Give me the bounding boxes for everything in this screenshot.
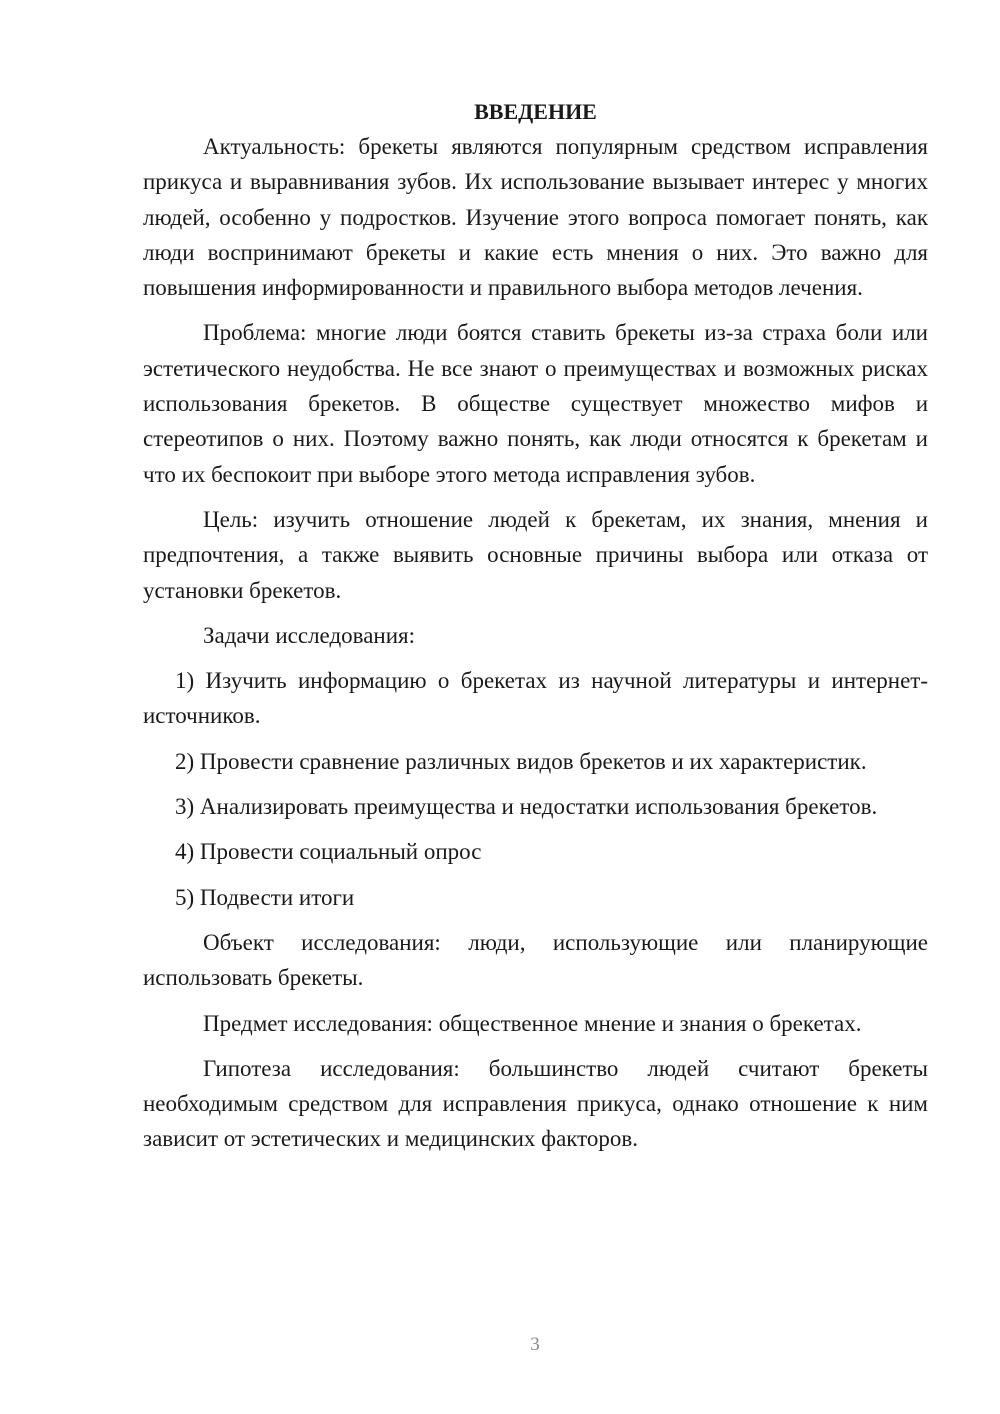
tasks-heading: Задачи исследования:	[203, 622, 416, 648]
paragraph-object: Объект исследования: люди, использующие или планирующие использовать брекеты.	[143, 929, 928, 991]
task-item: 3) Анализировать преимущества и недостатки использования брекетов.	[175, 794, 878, 820]
page-title: ВВЕДЕНИЕ	[474, 99, 597, 124]
paragraph-relevance: Актуальность: брекеты являются популярным средством исправления прикуса и выравнивания зубов. Их использование вызывает интерес у многих людей, особенно у подростков. Изучение этого вопроса помогает понять, как люди воспринимают брекеты и какие есть мнения о них. Это важно для повышения информированности и правильного выбора методов лечения.	[143, 134, 928, 301]
page-number: 3	[530, 1334, 540, 1355]
task-item: 1) Изучить информацию о брекетах из научной литературы и интернет-источников.	[143, 668, 928, 729]
task-item: 5) Подвести итоги	[175, 884, 355, 910]
task-item: 4) Провести социальный опрос	[175, 839, 482, 865]
paragraph-hypothesis: Гипотеза исследования: большинство людей считают брекеты необходимым средством для исправления прикуса, однако отношение к ним зависит от эстетических и медицинских факторов.	[143, 1055, 928, 1152]
paragraph-problem: Проблема: многие люди боятся ставить брекеты из-за страха боли или эстетического неудобства. Не все знают о преимуществах и возможных рисках использования брекетов. В обществе существует множество мифов и стереотипов о них. Поэтому важно понять, как люди относятся к брекетам и что их беспокоит при выборе этого метода исправления зубов.	[143, 320, 928, 487]
paragraph-subject: Предмет исследования: общественное мнение и знания о брекетах.	[203, 1010, 862, 1036]
page-content	[143, 94, 928, 1157]
paragraph-goal: Цель: изучить отношение людей к брекетам, их знания, мнения и предпочтения, а также выявить основные причины выбора или отказа от установки брекетов.	[143, 506, 928, 603]
task-item: 2) Провести сравнение различных видов брекетов и их характеристик.	[175, 748, 867, 774]
